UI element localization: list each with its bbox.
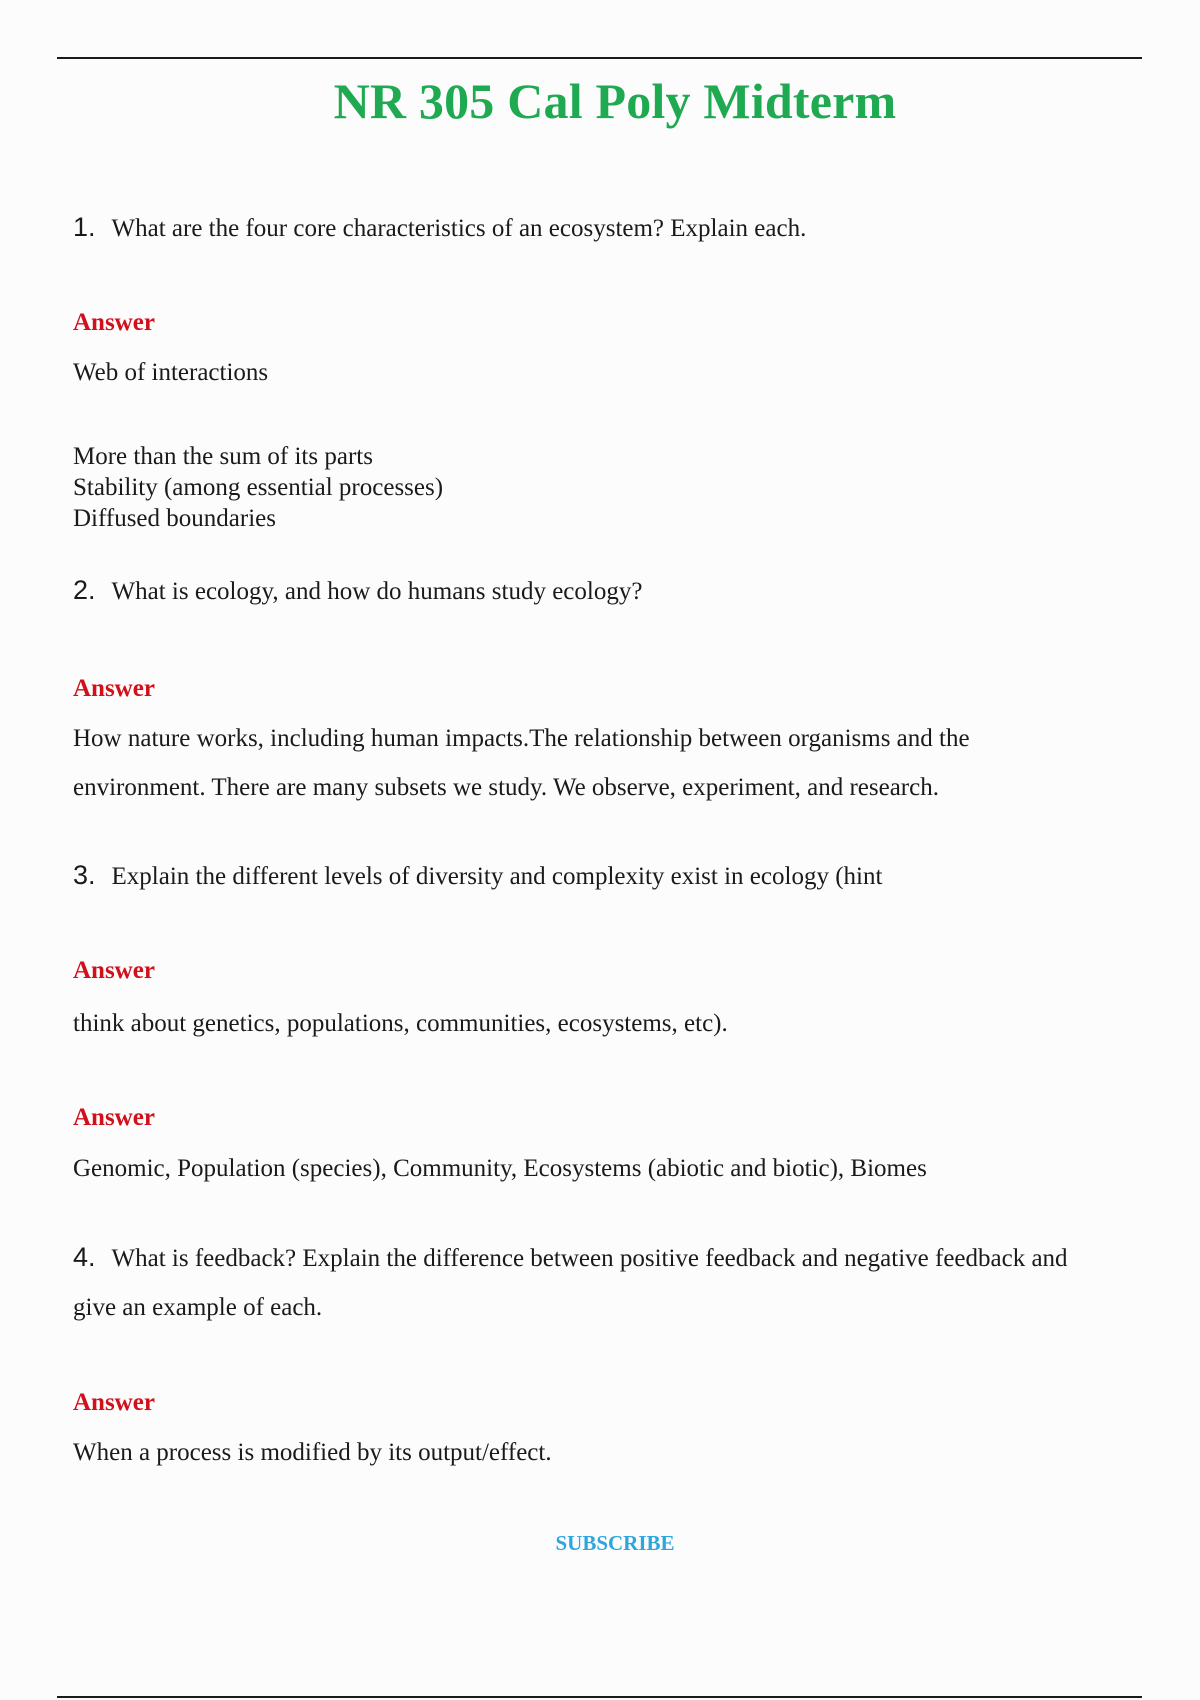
answer-list (73, 441, 1083, 534)
question-4 (73, 1233, 1083, 1332)
answer-label: Answer (73, 957, 155, 984)
question-number: 4. (73, 1242, 96, 1272)
answer-text: How nature works, including human impacts.The relationship between organisms and the environment. There are many subsets we study. We observe, experiment, and research. (73, 725, 970, 801)
answer-text: When a process is modified by its output/effect. (73, 1439, 552, 1466)
question-3 (73, 851, 1083, 901)
answer-label: Answer (73, 1389, 155, 1416)
answer-text: Web of interactions (73, 359, 269, 386)
list-item: More than the sum of its parts (73, 443, 373, 470)
question-text: What are the four core characteristics of an ecosystem? Explain each. (111, 215, 807, 242)
list-item: Diffused boundaries (73, 505, 276, 532)
page-title: NR 305 Cal Poly Midterm (333, 73, 897, 129)
question-2 (73, 566, 1083, 616)
question-text: What is feedback? Explain the difference between positive feedback and negative feedback and give an example of each. (73, 1245, 1068, 1321)
answer-text: Genomic, Population (species), Community, Ecosystems (abiotic and biotic), Biomes (73, 1155, 927, 1182)
answer-label: Answer (73, 1104, 155, 1131)
list-item: Stability (among essential processes) (73, 474, 444, 501)
answer-label: Answer (73, 675, 155, 702)
question-number: 2. (73, 575, 96, 605)
subscribe-link[interactable]: SUBSCRIBE (555, 1531, 675, 1555)
bottom-rule (57, 1696, 1142, 1698)
top-rule (57, 57, 1142, 59)
question-number: 3. (73, 860, 96, 890)
answer-text: think about genetics, populations, communities, ecosystems, etc). (73, 1010, 728, 1037)
answer-label: Answer (73, 309, 155, 336)
question-number: 1. (73, 212, 96, 242)
question-text: Explain the different levels of diversity and complexity exist in ecology (hint (111, 863, 883, 890)
question-text: What is ecology, and how do humans study ecology? (111, 578, 643, 605)
question-1 (73, 203, 1083, 253)
